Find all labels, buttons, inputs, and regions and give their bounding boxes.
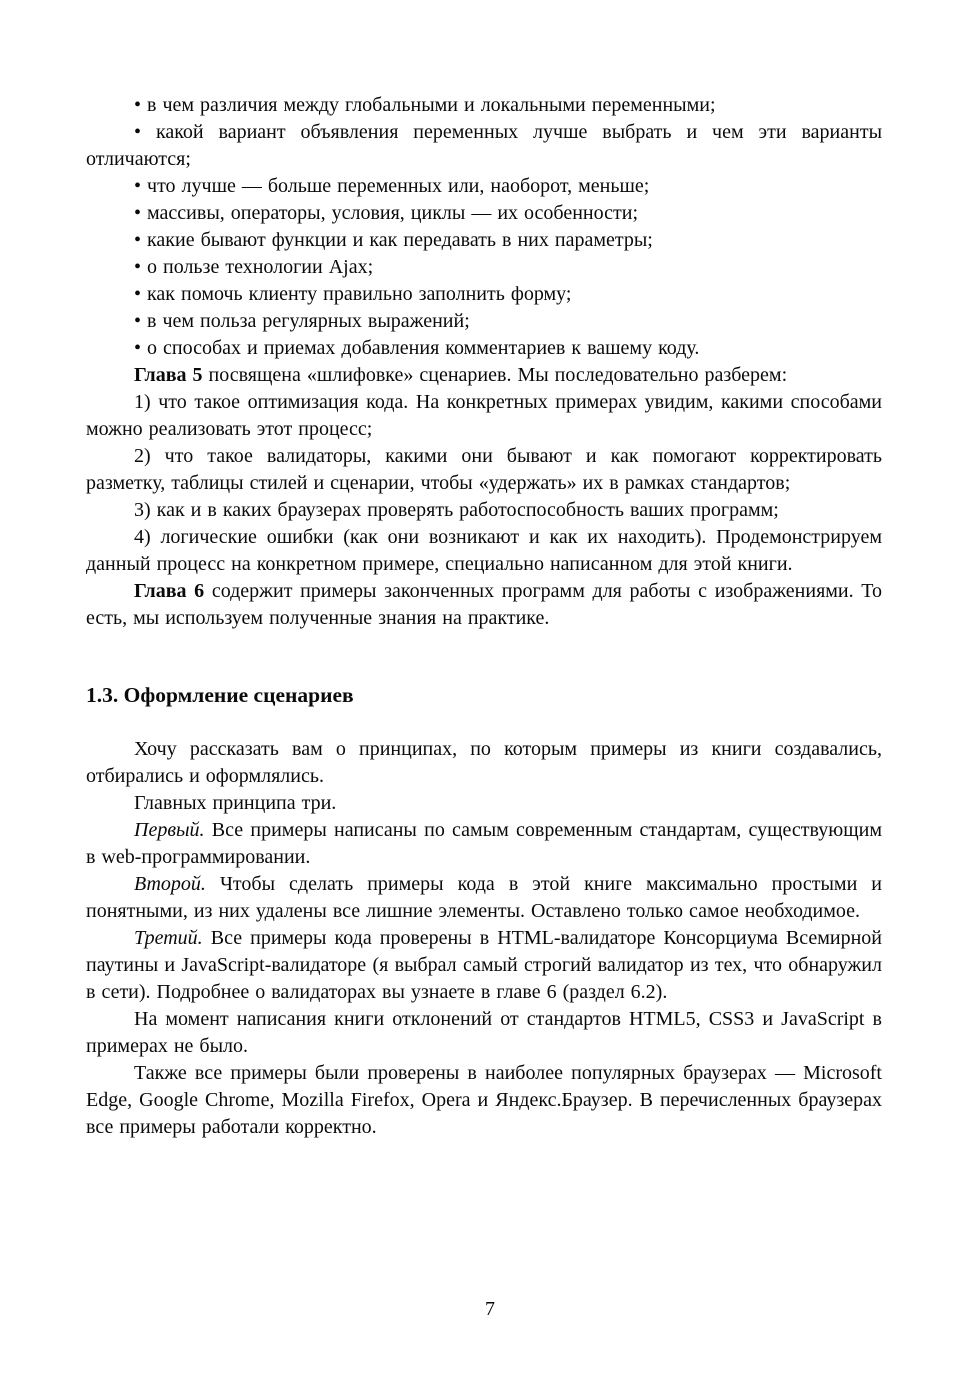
bullet-icon: • <box>134 337 142 359</box>
paragraph <box>86 524 882 578</box>
bullet-item <box>86 308 882 335</box>
paragraph-text: какой вариант объявления переменных лучше выбрать и чем эти варианты отличаются; <box>86 121 883 170</box>
bullet-icon: • <box>134 283 142 305</box>
paragraph <box>86 1060 882 1141</box>
bullet-icon: • <box>134 202 142 224</box>
bullet-item <box>86 254 882 281</box>
paragraph-text: как помочь клиенту правильно заполнить форму; <box>147 283 572 305</box>
principle-lead: Первый. <box>134 819 205 841</box>
bullet-icon: • <box>134 310 142 332</box>
paragraph-text: о способах и приемах добавления комментариев к вашему коду. <box>147 337 700 359</box>
paragraph-text: Чтобы сделать примеры кода в этой книге максимально простыми и понятными, из них удалены все лишние элементы. Оставлено только самое необходимое. <box>86 873 883 922</box>
paragraph-text: массивы, операторы, условия, циклы — их особенности; <box>147 202 638 224</box>
paragraph <box>86 1006 882 1060</box>
paragraph-text: Хочу рассказать вам о принципах, по которым примеры из книги создавались, отбирались и оформлялись. <box>86 738 882 787</box>
bullet-item <box>86 92 882 119</box>
paragraph-text: в чем различия между глобальными и локальными переменными; <box>147 94 716 116</box>
bullet-icon: • <box>134 94 142 116</box>
paragraph <box>86 578 882 632</box>
section-heading: 1.3. Оформление сценариев <box>86 683 354 707</box>
paragraph-text: 1) что такое оптимизация кода. На конкретных примерах увидим, какими способами можно реализовать этот процесс; <box>86 391 882 440</box>
paragraph-text: в чем польза регулярных выражений; <box>147 310 470 332</box>
bullet-icon: • <box>134 175 142 197</box>
paragraph <box>86 925 882 1006</box>
paragraph-text: 3) как и в каких браузерах проверять работоспособность ваших программ; <box>134 499 779 521</box>
page-text <box>86 92 882 1141</box>
paragraph-text: На момент написания книги отклонений от стандартов HTML5, CSS3 и JavaScript в примерах не было. <box>86 1008 882 1057</box>
bullet-icon: • <box>134 229 142 251</box>
bullet-item <box>86 200 882 227</box>
paragraph <box>86 497 882 524</box>
bullet-item <box>86 227 882 254</box>
paragraph-text: 2) что такое валидаторы, какими они бывают и как помогают корректировать разметку, таблицы стилей и сценарии, чтобы «удержать» их в рамках стандартов; <box>86 445 882 494</box>
chapter-lead: Глава 5 <box>134 364 203 386</box>
bullet-item <box>86 173 882 200</box>
paragraph <box>86 736 882 790</box>
paragraph-text: какие бывают функции и как передавать в них параметры; <box>147 229 653 251</box>
paragraph-text: 4) логические ошибки (как они возникают и как их находить). Продемонстрируем данный процесс на конкретном примере, специально написанном для этой книги. <box>86 526 882 575</box>
paragraph-text: Все примеры написаны по самым современным стандартам, существующим в web-программировании. <box>86 819 882 868</box>
principle-lead: Второй. <box>134 873 206 895</box>
paragraph-text: содержит примеры законченных программ для работы с изображениями. То есть, мы используем полученные знания на практике. <box>86 580 882 629</box>
page-number: 7 <box>485 1298 495 1320</box>
paragraph <box>86 443 882 497</box>
bullet-item <box>86 335 882 362</box>
bullet-item <box>86 281 882 308</box>
paragraph <box>86 790 882 817</box>
bullet-icon: • <box>134 121 142 143</box>
chapter-lead: Глава 6 <box>134 580 205 602</box>
paragraph-text: посвящена «шлифовке» сценариев. Мы последовательно разберем: <box>208 364 788 386</box>
paragraph <box>86 871 882 925</box>
paragraph-text: Также все примеры были проверены в наиболее популярных браузерах — Microsoft Edge, Google Chrome, Mozilla Firefox, Opera и Яндекс.Браузер. В перечисленных браузерах все примеры работали корректно. <box>86 1062 882 1138</box>
bullet-item <box>86 119 882 173</box>
paragraph <box>86 389 882 443</box>
principle-lead: Третий. <box>134 927 203 949</box>
paragraph-text: что лучше — больше переменных или, наоборот, меньше; <box>147 175 650 197</box>
paragraph-text: Все примеры кода проверены в HTML-валидаторе Консорциума Всемирной паутины и JavaScript-валидаторе (я выбрал самый строгий валидатор из тех, что обнаружил в сети). Подробнее о валидаторах вы узнаете в главе 6 (раздел 6.2). <box>86 927 882 1003</box>
paragraph <box>86 817 882 871</box>
paragraph <box>86 362 882 389</box>
bullet-icon: • <box>134 256 142 278</box>
paragraph-text: Главных принципа три. <box>134 792 337 814</box>
paragraph-text: о пользе технологии Ajax; <box>147 256 374 278</box>
